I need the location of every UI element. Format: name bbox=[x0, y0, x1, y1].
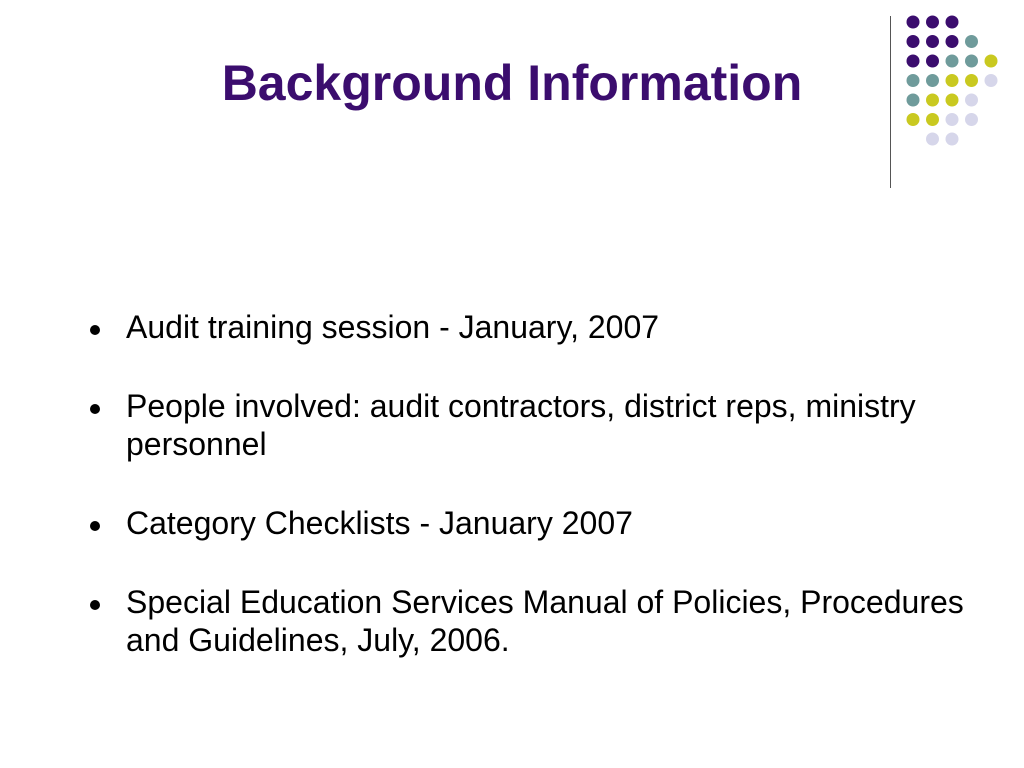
grid-dot bbox=[965, 94, 978, 107]
grid-dot bbox=[926, 113, 939, 126]
grid-dot bbox=[946, 55, 959, 68]
grid-dot bbox=[907, 94, 920, 107]
grid-dot bbox=[946, 16, 959, 29]
grid-dot bbox=[965, 35, 978, 48]
grid-dot bbox=[946, 94, 959, 107]
slide-title-text: Background Information bbox=[221, 55, 803, 111]
bullet-text: Special Education Services Manual of Policies, Procedures and Guidelines, July, 2006. bbox=[126, 584, 964, 658]
grid-dot bbox=[946, 35, 959, 48]
grid-dot bbox=[907, 113, 920, 126]
bullet-item bbox=[90, 504, 970, 542]
grid-dot bbox=[907, 16, 920, 29]
grid-dot bbox=[907, 74, 920, 87]
bullet-dot-icon bbox=[90, 404, 100, 414]
grid-dot bbox=[926, 35, 939, 48]
grid-dot bbox=[926, 74, 939, 87]
grid-dot bbox=[946, 74, 959, 87]
grid-dot bbox=[926, 16, 939, 29]
bullet-list bbox=[90, 308, 970, 700]
bullet-dot-icon bbox=[90, 521, 100, 531]
bullet-item bbox=[90, 387, 970, 463]
dot-grid-icon bbox=[903, 13, 1013, 173]
grid-dot bbox=[926, 94, 939, 107]
grid-dot bbox=[907, 55, 920, 68]
grid-dot bbox=[946, 113, 959, 126]
grid-dot bbox=[985, 55, 998, 68]
bullet-item bbox=[90, 308, 970, 346]
grid-dot bbox=[965, 113, 978, 126]
bullet-dot-icon bbox=[90, 325, 100, 335]
grid-dot bbox=[946, 133, 959, 146]
grid-dot bbox=[985, 74, 998, 87]
grid-dot bbox=[907, 35, 920, 48]
grid-dot bbox=[965, 74, 978, 87]
slide-title bbox=[0, 50, 1024, 116]
vertical-divider bbox=[890, 16, 891, 188]
bullet-text: Audit training session - January, 2007 bbox=[126, 309, 660, 345]
bullet-text: People involved: audit contractors, district reps, ministry personnel bbox=[126, 388, 916, 462]
grid-dot bbox=[926, 55, 939, 68]
bullet-item bbox=[90, 583, 970, 659]
bullet-text: Category Checklists - January 2007 bbox=[126, 505, 633, 541]
grid-dot bbox=[965, 55, 978, 68]
bullet-dot-icon bbox=[90, 600, 100, 610]
grid-dot bbox=[926, 133, 939, 146]
